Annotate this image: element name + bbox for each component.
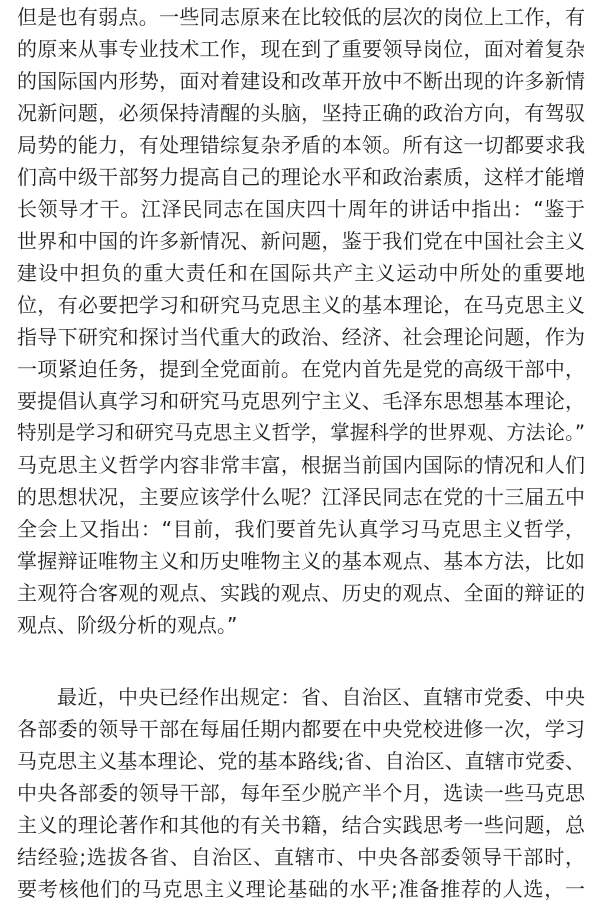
text-line: 全会上又指出：“目前，我们要首先认真学习马克思主义哲学， [17,517,585,541]
text-line: 的思想状况，主要应该学什么呢？江泽民同志在党的十三届五中 [17,485,585,509]
text-line: 结经验;选拔各省、自治区、直辖市、中央各部委领导干部时， [17,845,585,869]
text-line: 最近，中央已经作出规定：省、自治区、直辖市党委、中央 [57,685,585,709]
text-line: 中央各部委的领导干部，每年至少脱产半个月，选读一些马克思 [17,781,585,805]
text-line: 们高中级干部努力提高自己的理论水平和政治素质，这样才能增 [17,165,585,189]
text-line: 要提倡认真学习和研究马克思列宁主义、毛泽东思想基本理论， [17,389,585,413]
text-line: 主义的理论著作和其他的有关书籍，结合实践思考一些问题，总 [17,813,585,837]
text-line: 一项紧迫任务，提到全党面前。在党内首先是党的高级干部中， [17,357,585,381]
text-line: 指导下研究和探讨当代重大的政治、经济、社会理论问题，作为 [17,325,585,349]
text-line: 的原来从事专业技术工作，现在到了重要领导岗位，面对着复杂 [17,37,585,61]
text-line: 特别是学习和研究马克思主义哲学，掌握科学的世界观、方法论。” [17,421,585,444]
text-line: 位，有必要把学习和研究马克思主义的基本理论，在马克思主义 [17,293,585,317]
text-line: 况新问题，必须保持清醒的头脑，坚持正确的政治方向，有驾驭 [17,101,585,125]
text-line: 马克思主义哲学内容非常丰富，根据当前国内国际的情况和人们 [17,453,585,477]
text-line: 掌握辩证唯物主义和历史唯物主义的基本观点、基本方法，比如 [17,549,585,573]
text-line: 主观符合客观的观点、实践的观点、历史的观点、全面的辩证的 [17,581,585,605]
text-line: 马克思主义基本理论、党的基本路线;省、自治区、直辖市党委、 [17,749,585,773]
text-line: 观点、阶级分析的观点。” [17,613,238,637]
text-line: 各部委的领导干部在每届任期内都要在中央党校进修一次，学习 [17,717,585,741]
text-line: 建设中担负的重大责任和在国际共产主义运动中所处的重要地 [17,261,585,285]
text-line: 要考核他们的马克思主义理论基础的水平;准备推荐的人选，一 [17,877,585,901]
text-line: 局势的能力，有处理错综复杂矛盾的本领。所有这一切都要求我 [17,133,585,157]
text-line: 的国际国内形势，面对着建设和改革开放中不断出现的许多新情 [17,69,585,93]
text-line: 长领导才干。江泽民同志在国庆四十周年的讲话中指出：“鉴于 [17,197,585,221]
text-line: 但是也有弱点。一些同志原来在比较低的层次的岗位上工作，有 [17,5,585,29]
text-line: 世界和中国的许多新情况、新问题，鉴于我们党在中国社会主义 [17,229,585,253]
